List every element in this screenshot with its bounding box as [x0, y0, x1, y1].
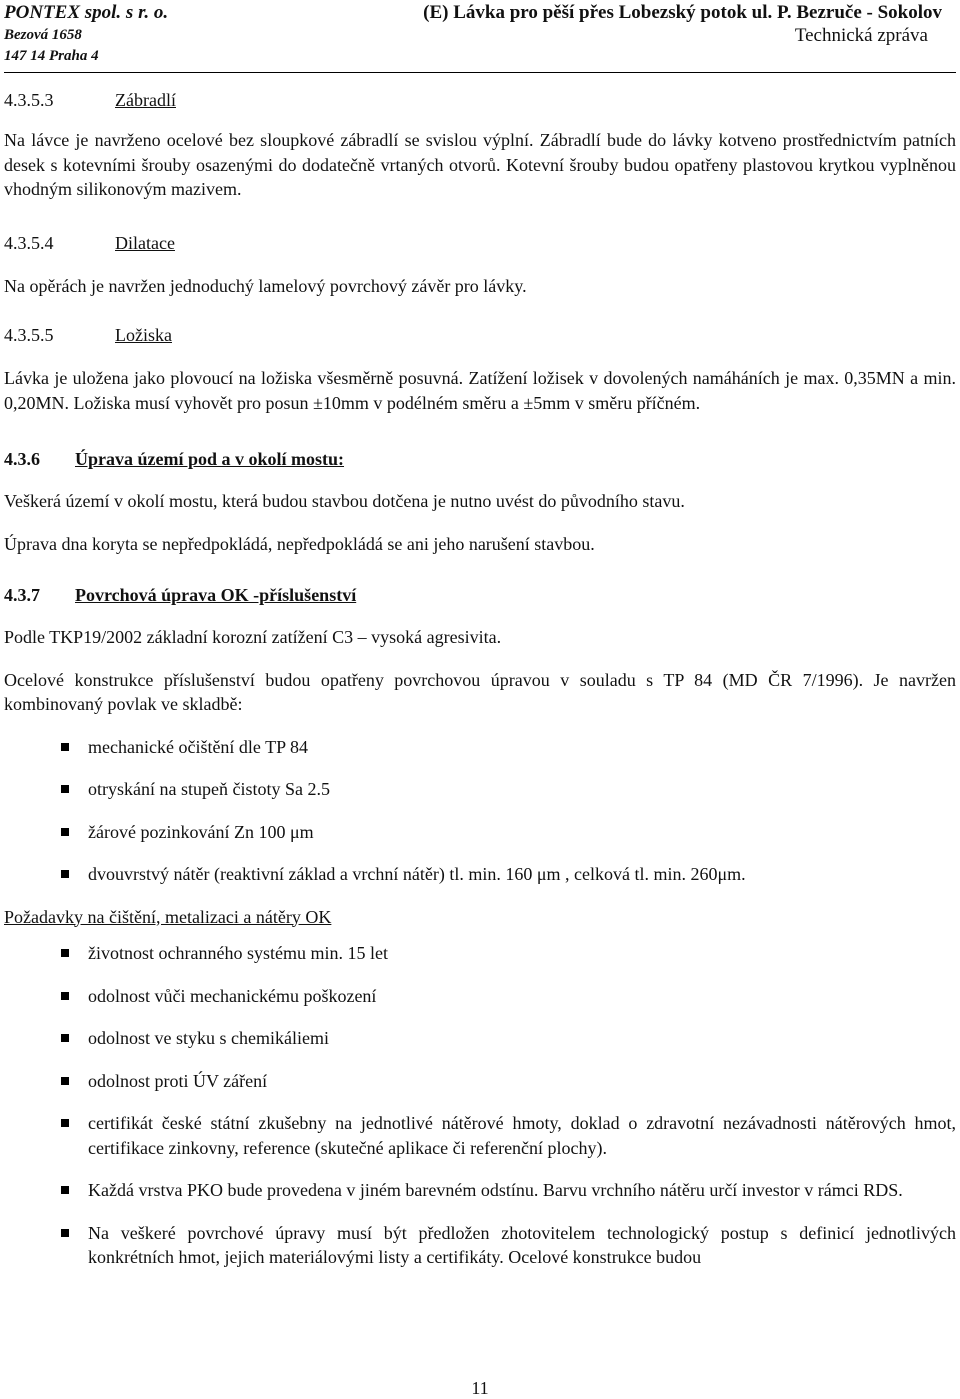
section-number: 4.3.5.5 — [4, 325, 54, 345]
paragraph-dilatace: Na opěrách je navržen jednoduchý lamelový povrchový závěr pro lávky. — [4, 275, 527, 296]
bullet-icon — [61, 1229, 69, 1237]
list-item: dvouvrstvý nátěr (reaktivní základ a vrchní nátěr) tl. min. 160 μm , celková tl. min. 260μm. — [4, 862, 956, 887]
document-body — [4, 88, 956, 1270]
list-item: odolnost proti ÚV záření — [4, 1069, 956, 1094]
bullet-icon — [61, 949, 69, 957]
bullet-icon — [61, 870, 69, 878]
bullet-icon — [61, 1077, 69, 1085]
section-number: 4.3.7 — [4, 585, 40, 605]
list-item: odolnost vůči mechanickému poškození — [4, 984, 956, 1009]
bullet-icon — [61, 1186, 69, 1194]
list-item: Každá vrstva PKO bude provedena v jiném barevném odstínu. Barvu vrchního nátěru určí investor v rámci RDS. — [4, 1178, 956, 1203]
section-number: 4.3.5.4 — [4, 232, 54, 253]
heading-loziska — [4, 323, 956, 348]
list-item: mechanické očištění dle TP 84 — [4, 735, 956, 760]
company-city: 147 14 Praha 4 — [4, 48, 99, 64]
section-title: Dilatace — [115, 232, 175, 253]
bullet-icon — [61, 1119, 69, 1127]
paragraph-zabradli: Na lávce je navrženo ocelové bez sloupkové zábradlí se svislou výplní. Zábradlí bude do lávky kotveno prostřednictvím patních desek s kotevními šrouby osazenými do dodatečně vrtaných otvorů. Kotevní šrouby budou opatřeny plastovou krytkou vyplněnou vhodným silikonovým mazivem. — [4, 130, 956, 199]
bullet-icon — [61, 785, 69, 793]
heading-zabradli — [4, 88, 956, 113]
paragraph-loziska: Lávka je uložena jako plovoucí na ložiska všesměrně posuvná. Zatížení ložisek v dovolených namáháních je max. 0,35MN a min. 0,20MN. Ložiska musí vyhovět pro posun ±10mm v podélném směru a ±5mm v směru příčném. — [4, 368, 956, 413]
heading-uprava-uzemi — [4, 447, 956, 472]
requirements-list — [4, 941, 956, 1270]
company-name: PONTEX spol. s r. o. — [4, 2, 169, 23]
paragraph-ok-1: Podle TKP19/2002 základní korozní zatížení C3 – vysoká agresivita. — [4, 627, 502, 647]
list-item: odolnost ve styku s chemikáliemi — [4, 1026, 956, 1051]
heading-povrchova-uprava — [4, 583, 956, 608]
list-item: otryskání na stupeň čistoty Sa 2.5 — [4, 777, 956, 802]
layers-list — [4, 735, 956, 887]
company-street: Bezová 1658 — [4, 27, 82, 43]
section-title: Zábradlí — [115, 90, 176, 110]
requirements-heading: Požadavky na čištění, metalizaci a nátěry OK — [4, 906, 332, 927]
document-type: Technická zpráva — [794, 25, 928, 46]
section-title: Povrchová úprava OK -příslušenství — [75, 585, 357, 605]
paragraph-uprava-1: Veškerá území v okolí mostu, která budou stavbou dotčena je nutno uvést do původního stavu. — [4, 491, 685, 511]
list-item: žárové pozinkování Zn 100 μm — [4, 820, 956, 845]
section-title: Úprava území pod a v okolí mostu: — [75, 449, 345, 469]
page-header — [4, 0, 956, 73]
list-item: životnost ochranného systému min. 15 let — [4, 941, 956, 966]
bullet-icon — [61, 828, 69, 836]
bullet-icon — [61, 743, 69, 751]
section-title: Ložiska — [115, 325, 172, 345]
paragraph-uprava-2: Úprava dna koryta se nepředpokládá, nepředpokládá se ani jeho narušení stavbou. — [4, 533, 595, 554]
bullet-icon — [61, 1034, 69, 1042]
list-item: certifikát české státní zkušebny na jednotlivé nátěrové hmoty, doklad o zdravotní nezávadnosti nátěrových hmot, certifikace zinkovny, reference (skutečné aplikace či referenční plochy). — [4, 1111, 956, 1160]
paragraph-ok-2: Ocelové konstrukce příslušenství budou opatřeny povrchovou úpravou v souladu s TP 84 (MD ČR 7/1996). Je navržen kombinovaný povlak ve skladbě: — [4, 669, 956, 714]
list-item: Na veškeré povrchové úpravy musí být předložen zhotovitelem technologický postup s definicí jednotlivých konkrétních hmot, jejich materiálovými listy a certifikáty. Ocelové konstrukce budou — [4, 1221, 956, 1270]
section-number: 4.3.5.3 — [4, 90, 54, 110]
bullet-icon — [61, 992, 69, 1000]
project-title: (E) Lávka pro pěší přes Lobezský potok ul. P. Bezruče - Sokolov — [423, 2, 942, 23]
section-number: 4.3.6 — [4, 449, 40, 469]
heading-dilatace — [4, 231, 956, 256]
page-number: 11 — [471, 1378, 489, 1398]
